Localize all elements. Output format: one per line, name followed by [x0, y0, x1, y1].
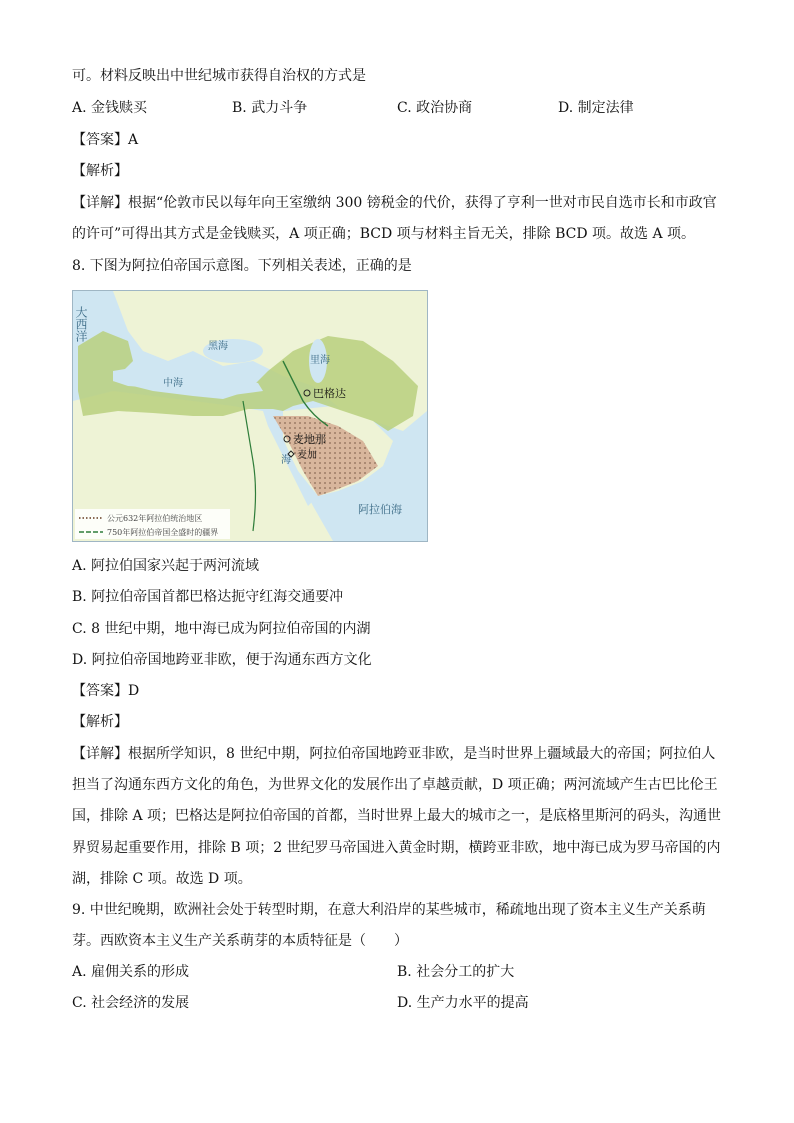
- q7-answer: 【答案】A: [72, 132, 139, 148]
- q7-option-a: A. 金钱赎买: [72, 100, 148, 116]
- q9-option-c: C. 社会经济的发展: [72, 995, 190, 1011]
- q7-analysis-label: 【解析】: [72, 163, 128, 179]
- q8-stem: 8. 下图为阿拉伯帝国示意图。下列相关表述，正确的是: [72, 258, 412, 274]
- q9-stem-line-2: 芽。西欧资本主义生产关系萌芽的本质特征是（ ）: [72, 933, 408, 949]
- q8-option-a: A. 阿拉伯国家兴起于两河流域: [72, 558, 260, 574]
- q8-analysis-label: 【解析】: [72, 714, 128, 730]
- q9-stem-line-1: 9. 中世纪晚期，欧洲社会处于转型时期，在意大利沿岸的某些城市，稀疏地出现了资本主义生产关系萌: [72, 902, 706, 918]
- q9-option-d: D. 生产力水平的提高: [397, 995, 529, 1011]
- map-city-baghdad: 巴格达: [313, 387, 346, 400]
- q8-detail-line-5: 湖，排除 C 项。故选 D 项。: [72, 871, 252, 887]
- q7-option-c: C. 政治协商: [397, 100, 473, 116]
- q8-detail-line-3: 国，排除 A 项；巴格达是阿拉伯帝国的首都，当时世界上最大的城市之一，是底格里斯河的码头，沟通世: [72, 808, 722, 824]
- map-label-atlantic: 大西洋: [74, 306, 88, 342]
- map-legend-750: 750年阿拉伯帝国全盛时的疆界: [107, 528, 219, 537]
- q8-detail-line-2: 担当了沟通东西方文化的角色，为世界文化的发展作出了卓越贡献，D 项正确；两河流域产生古巴比伦王: [72, 777, 718, 793]
- q7-option-d: D. 制定法律: [558, 100, 634, 116]
- map-label-black-sea: 黑海: [208, 341, 228, 352]
- map-legend-632: 公元632年阿拉伯统治地区: [107, 514, 203, 523]
- map-label-arabian-sea: 阿拉伯海: [358, 503, 402, 516]
- map-label-red-sea: 海: [281, 455, 291, 466]
- q8-detail-line-4: 界贸易起重要作用，排除 B 项；2 世纪罗马帝国进入黄金时期，横跨亚非欧，地中海已成为罗马帝国的内: [72, 840, 721, 856]
- q8-answer: 【答案】D: [72, 683, 140, 699]
- map-label-mediterranean: 中海: [163, 378, 183, 389]
- q8-option-d: D. 阿拉伯帝国地跨亚非欧，便于沟通东西方文化: [72, 652, 372, 668]
- q7-detail-line-1: 【详解】根据“伦敦市民以每年向王室缴纳 300 镑税金的代价，获得了亨利一世对市民自选市长和市政官: [72, 195, 717, 211]
- map-city-medina: 麦地那: [293, 433, 326, 446]
- arab-empire-map: [72, 290, 428, 542]
- q7-option-b: B. 武力斗争: [232, 100, 308, 116]
- q7-detail-line-2: 的许可”可得出其方式是金钱赎买，A 项正确；BCD 项与材料主旨无关，排除 BCD 项。故选 A 项。: [72, 226, 696, 242]
- q9-option-b: B. 社会分工的扩大: [397, 964, 515, 980]
- q9-option-a: A. 雇佣关系的形成: [72, 964, 190, 980]
- q7-intro: 可。材料反映出中世纪城市获得自治权的方式是: [72, 68, 366, 84]
- map-city-mecca: 麦加: [297, 450, 317, 461]
- q8-option-c: C. 8 世纪中期，地中海已成为阿拉伯帝国的内湖: [72, 621, 371, 637]
- q8-option-b: B. 阿拉伯帝国首都巴格达扼守红海交通要冲: [72, 589, 344, 605]
- map-label-caspian: 里海: [310, 355, 330, 366]
- q8-detail-line-1: 【详解】根据所学知识，8 世纪中期，阿拉伯帝国地跨亚非欧，是当时世界上疆域最大的帝国；阿拉伯人: [72, 746, 716, 762]
